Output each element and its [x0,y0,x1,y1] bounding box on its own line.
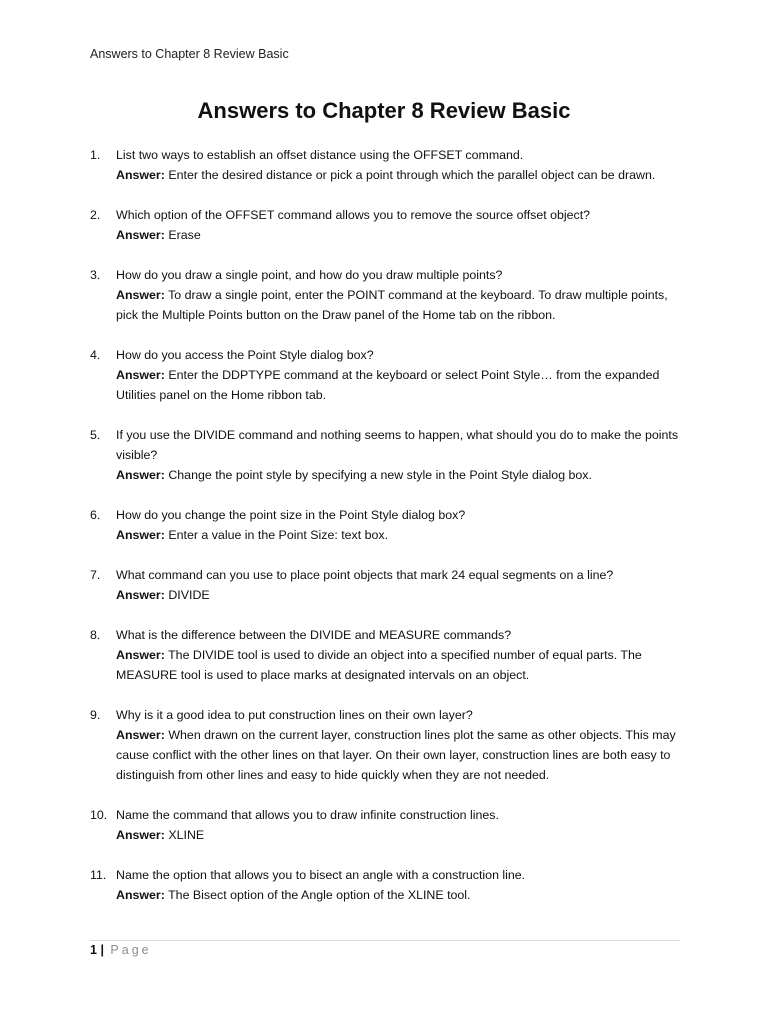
question-number: 4. [90,348,101,362]
answer-text: Change the point style by specifying a new style in the Point Style dialog box. [168,468,592,482]
answer-text: Erase [168,228,201,242]
question-item [90,705,690,785]
question-text: How do you change the point size in the Point Style dialog box? [116,508,466,522]
question-item [90,505,690,545]
question-number: 10. [90,808,108,822]
answer-label: Answer: [116,228,165,242]
question-item [90,345,690,405]
question-text: How do you access the Point Style dialog box? [116,348,374,362]
answer-label: Answer: [116,828,165,842]
question-text: Why is it a good idea to put construction lines on their own layer? [116,708,473,722]
question-text: Which option of the OFFSET command allows you to remove the source offset object? [116,208,591,222]
answer-text: Enter the desired distance or pick a point through which the parallel object can be drawn. [168,168,656,182]
page-label: Page [110,943,152,957]
running-header: Answers to Chapter 8 Review Basic [90,47,289,61]
answer-label: Answer: [116,888,165,902]
answer-label: Answer: [116,168,165,182]
answer-text: When drawn on the current layer, construction lines plot the same as other objects. This may cause conflict with the other lines on that layer. On their own layer, construction lines are both easy to distinguish from other lines and easy to hide quickly when they are not needed. [116,728,676,782]
answer-text: Enter the DDPTYPE command at the keyboard or select Point Style… from the expanded Utilities panel on the Home ribbon tab. [116,368,660,402]
answer-text: Enter a value in the Point Size: text box. [168,528,389,542]
question-number: 11. [90,868,107,882]
question-item [90,205,690,245]
question-number: 3. [90,268,101,282]
question-number: 8. [90,628,101,642]
answer-text: The DIVIDE tool is used to divide an object into a specified number of equal parts. The MEASURE tool is used to place marks at designated intervals on an object. [116,648,642,682]
footer-divider [90,940,680,941]
answer-block [116,825,690,845]
question-text: What is the difference between the DIVIDE and MEASURE commands? [116,628,512,642]
answer-label: Answer: [116,368,165,382]
question-list [90,145,690,925]
answer-label: Answer: [116,288,165,302]
answer-label: Answer: [116,728,165,742]
answer-text: DIVIDE [168,588,210,602]
question-text: What command can you use to place point objects that mark 24 equal segments on a line? [116,568,614,582]
answer-block [116,225,690,245]
answer-block [116,525,690,545]
question-text: List two ways to establish an offset distance using the OFFSET command. [116,148,524,162]
answer-block [116,645,690,685]
answer-text: XLINE [168,828,205,842]
question-number: 7. [90,568,101,582]
page-title: Answers to Chapter 8 Review Basic [197,98,571,123]
question-item [90,865,690,905]
answer-text: The Bisect option of the Angle option of the XLINE tool. [168,888,471,902]
question-number: 9. [90,708,101,722]
question-item [90,565,690,605]
answer-block [116,725,690,785]
question-text: How do you draw a single point, and how do you draw multiple points? [116,268,503,282]
answer-label: Answer: [116,528,165,542]
question-text: Name the command that allows you to draw infinite construction lines. [116,808,499,822]
question-item [90,805,690,845]
answer-label: Answer: [116,468,165,482]
answer-block [116,285,690,325]
answer-block [116,165,690,185]
answer-block [116,885,690,905]
page-number: 1 [90,943,97,957]
question-number: 1. [90,148,101,162]
question-item [90,625,690,685]
answer-block [116,365,690,405]
answer-text: To draw a single point, enter the POINT command at the keyboard. To draw multiple points, pick the Multiple Points button on the Draw panel of the Home tab on the ribbon. [116,288,668,322]
question-text: If you use the DIVIDE command and nothing seems to happen, what should you do to make the points visible? [116,428,679,462]
question-item [90,425,690,485]
question-item [90,265,690,325]
page-footer [90,943,152,957]
question-number: 6. [90,508,101,522]
answer-block [116,465,690,485]
question-number: 5. [90,428,101,442]
question-text: Name the option that allows you to bisect an angle with a construction line. [116,868,526,882]
answer-block [116,585,690,605]
question-item [90,145,690,185]
answer-label: Answer: [116,588,165,602]
answer-label: Answer: [116,648,165,662]
question-number: 2. [90,208,101,222]
footer-separator: | [100,943,104,957]
